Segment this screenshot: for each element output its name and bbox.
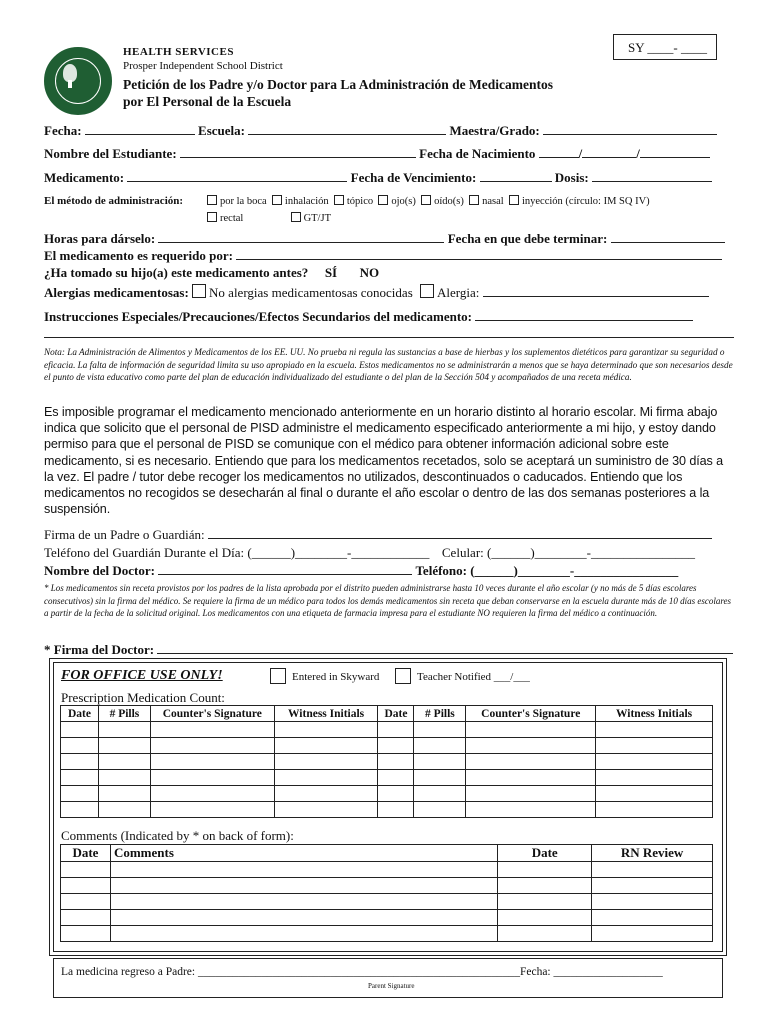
seal-ring [55,58,101,104]
firma-doctor-field[interactable] [157,642,733,654]
vencimiento-label: Fecha de Vencimiento: [350,170,477,185]
fecha-field[interactable] [85,123,195,135]
col-rn-review: RN Review [592,845,713,862]
table-row[interactable] [61,862,713,878]
no-option[interactable]: NO [359,265,380,280]
metodo-option-ojos[interactable]: ojo(s) [378,196,416,207]
table-header-row [61,706,713,722]
horas-label: Horas para dárselo: [44,231,156,246]
requerido-row [44,248,722,264]
telefono-doctor-field[interactable]: Teléfono: (______)________-________________ [415,563,679,578]
checkbox-icon [469,195,479,205]
horas-field[interactable] [158,231,444,243]
vencimiento-field[interactable] [480,170,552,182]
dept-name: HEALTH SERVICES [123,46,234,58]
returned-label[interactable]: La medicina regreso a Padre: ________________________________________________________Fecha: ___________________ [61,966,663,978]
estudiante-row [44,146,710,162]
table-row[interactable] [61,926,713,942]
returned-section [53,958,723,998]
nacimiento-month[interactable] [539,146,579,158]
medicamento-label: Medicamento: [44,170,125,185]
medicamento-field[interactable] [127,170,347,182]
otc-footnote: * Los medicamentos sin receta provistos por los padres de la lista aprobada por el distrito pueden administrarse hasta 10 veces durante el año escolar (y no más de 5 días escolares consecutivos) sin la firma del médico. Se requiere la firma de un médico para todos los demás medicamentos sin receta que deban conservarse en la escuela durante más de 10 días escolares a partir de la fecha de la solicitud original. Los medicamentos con una etiqueta de farmacia impresa para el estudiante NO requieren la firma del médico a continuación. [44,583,732,618]
col-comment-date: Date [61,845,111,862]
maestra-label: Maestra/Grado: [449,123,540,138]
firma-doctor-label: * Firma del Doctor: [44,642,155,657]
escuela-label: Escuela: [198,123,245,138]
table-row[interactable] [61,754,713,770]
instrucciones-line2[interactable] [44,337,734,338]
metodo-label: El método de administración: [44,195,184,207]
metodo-options-row2 [207,212,331,224]
alergia-field[interactable] [483,285,709,297]
horas-row [44,231,725,247]
teacher-notified [395,668,530,684]
metodo-options [207,195,650,207]
col-comment-date-2: Date [498,845,592,862]
col-pills-2: # Pills [414,706,466,722]
si-option[interactable]: SÍ [324,265,338,280]
checkbox-icon [207,195,217,205]
office-title: FOR OFFICE USE ONLY! [61,668,223,683]
checkbox-icon [291,212,301,222]
count-title: Prescription Medication Count: [61,690,225,705]
district-name: Prosper Independent School District [123,60,283,72]
no-alergias-checkbox[interactable] [192,284,206,298]
col-counter-signature: Counter's Signature [150,706,274,722]
nacimiento-day[interactable] [582,146,636,158]
table-row[interactable] [61,738,713,754]
telefono-guardian-field[interactable]: Teléfono del Guardián Durante el Día: (______)________-____________ [44,545,430,560]
firma-doctor-row [44,642,733,658]
metodo-option-inhalacion[interactable]: inhalación [272,196,329,207]
parent-signature-caption: Parent Signature [368,982,415,990]
escuela-field[interactable] [248,123,446,135]
fecha-row [44,123,717,139]
alergia-checkbox[interactable] [420,284,434,298]
checkbox-icon [378,195,388,205]
school-year-box[interactable]: SY ____- ____ [613,34,717,60]
instrucciones-field[interactable] [475,309,693,321]
fecha-label: Fecha: [44,123,82,138]
teacher-notified-checkbox[interactable] [395,668,411,684]
ha-tomado-label: ¿Ha tomado su hijo(a) este medicamento antes? [44,265,309,280]
firma-padre-row [44,527,712,543]
requerido-label: El medicamento es requerido por: [44,248,233,263]
table-row[interactable] [61,910,713,926]
teacher-notified-label: Teacher Notified ___/___ [417,671,530,683]
comments-table [60,844,713,942]
entered-skyward-label: Entered in Skyward [292,671,380,683]
table-row[interactable] [61,786,713,802]
doctor-row [44,563,678,579]
instrucciones-label: Instrucciones Especiales/Precauciones/Efectos Secundarios del medicamento: [44,309,472,324]
alergia-label: Alergia: [437,285,480,300]
dosis-label: Dosis: [554,170,589,185]
table-row[interactable] [61,722,713,738]
comments-title: Comments (Indicated by * on back of form): [61,828,294,843]
maestra-field[interactable] [543,123,717,135]
page-title: Petición de los Padre y/o Doctor para La Administración de Medicamentos [123,77,553,92]
table-row[interactable] [61,878,713,894]
telefono-guardian-row [44,545,695,561]
dosis-field[interactable] [592,170,712,182]
checkbox-icon [421,195,431,205]
alergias-row [44,284,709,301]
firma-padre-label: Firma de un Padre o Guardián: [44,527,205,542]
table-row[interactable] [61,770,713,786]
alergias-label: Alergias medicamentosas: [44,285,189,300]
nombre-doctor-label: Nombre del Doctor: [44,563,155,578]
terminar-label: Fecha en que debe terminar: [447,231,608,246]
estudiante-field[interactable] [180,146,416,158]
metodo-option-gtjt[interactable]: GT/JT [291,213,331,224]
checkbox-icon [509,195,519,205]
col-date: Date [61,706,99,722]
entered-skyward [270,668,379,684]
medicamento-row [44,170,712,186]
celular-field[interactable]: Celular: (______)________-________________ [441,545,696,560]
page-title-line2: por El Personal de la Escuela [123,94,292,109]
terminar-field[interactable] [611,231,725,243]
metodo-option-boca[interactable]: por la boca [207,196,267,207]
entered-skyward-checkbox[interactable] [270,668,286,684]
slash: / [636,146,640,161]
instrucciones-row [44,309,693,325]
ha-tomado-row [44,265,379,281]
metodo-option-rectal[interactable]: rectal [207,213,243,224]
nacimiento-label: Fecha de Nacimiento [419,146,536,161]
nacimiento-year[interactable] [640,146,710,158]
fda-note: Nota: La Administración de Alimentos y Medicamentos de los EE. UU. No prueba ni regula las sustancias a base de hierbas y los suplementos dietéticos para garantizar su seguridad o eficacia. La falta de información de seguridad limita su uso apropiado en la escuela. Estos medicamentos no se administrarán a menos que se haya determinado que son necesarios desde el punto de vista educativo como parte del plan de educación individualizado del estudiante o del plan de la Sección 504 y acompañados de una receta médica. [44,347,733,382]
nombre-doctor-field[interactable] [158,563,412,575]
metodo-option-nasal[interactable]: nasal [469,196,504,207]
col-comments: Comments [110,845,497,862]
col-witness-initials-2: Witness Initials [596,706,713,722]
table-header-row [61,845,713,862]
metodo-option-topico[interactable]: tópico [334,196,373,207]
medication-count-table [60,705,713,818]
metodo-option-oidos[interactable]: oído(s) [421,196,464,207]
metodo-option-inyeccion[interactable]: inyección (círculo: IM SQ IV) [509,196,650,207]
estudiante-label: Nombre del Estudiante: [44,146,177,161]
pisd-seal-logo [44,47,112,115]
col-date-2: Date [378,706,414,722]
consent-statement: Es imposible programar el medicamento mencionado anteriormente en un horario distinto al horario escolar. Mi firma abajo indica que solicito que el personal de PISD administre el medicamento especificado anteriormente a mi hijo, y estoy dando permiso para que el personal de PISD se comunique con el médico para obtener información adicional sobre este medicamento, si es necesario. Entiendo que para los medicamentos recetados, solo se aceptará un suministro de 30 días a la vez. El padre / tutor debe recoger los medicamentos no utilizados, descontinuados o caducados. Entiendo que los medicamentos no recogidos se desecharán al final o durante el año escolar o dentro de las dos semanas posteriores a la suspensión. [44,405,724,517]
col-witness-initials: Witness Initials [274,706,378,722]
no-alergias-label: No alergias medicamentosas conocidas [209,285,413,300]
table-row[interactable] [61,894,713,910]
table-row[interactable] [61,802,713,818]
checkbox-icon [272,195,282,205]
slash: / [578,146,583,161]
col-counter-signature-2: Counter's Signature [466,706,596,722]
requerido-field[interactable] [236,248,722,260]
tree-trunk [68,80,72,88]
col-pills: # Pills [98,706,150,722]
checkbox-icon [207,212,217,222]
checkbox-icon [334,195,344,205]
firma-padre-field[interactable] [208,527,712,539]
